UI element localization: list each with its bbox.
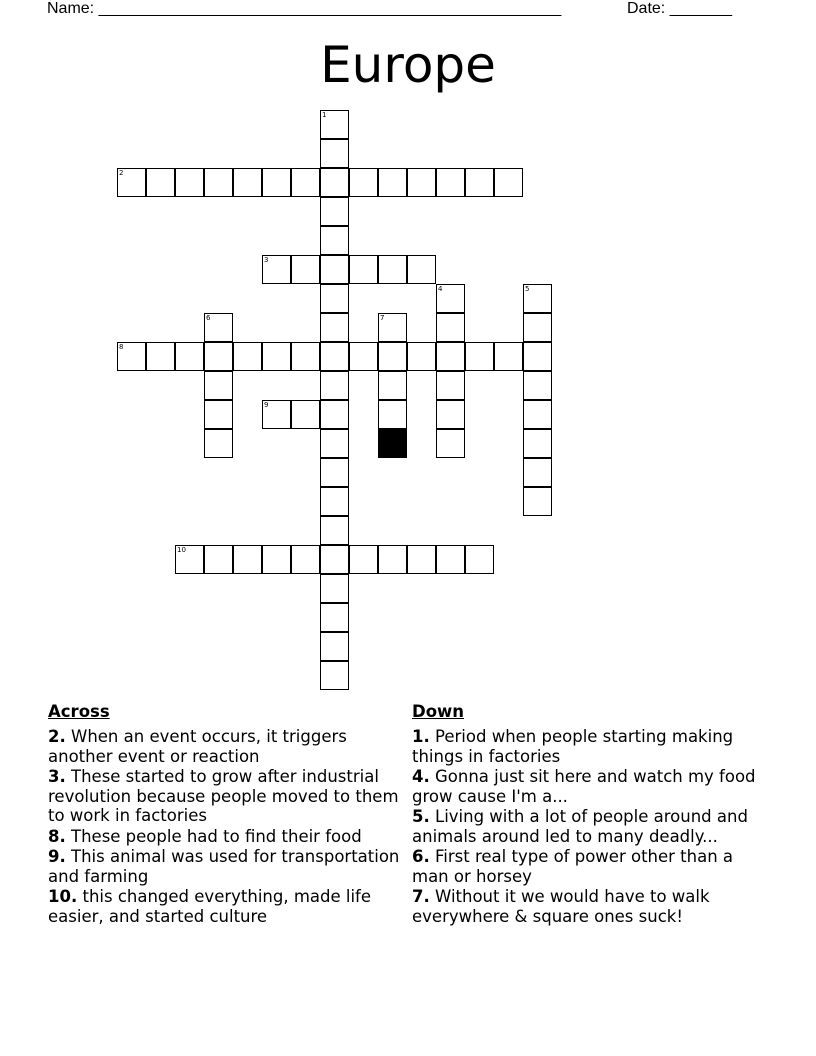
across-clue: 9. This animal was used for transportation and farming <box>48 847 400 886</box>
crossword-cell[interactable] <box>291 255 320 284</box>
crossword-cell[interactable] <box>262 342 291 371</box>
crossword-cell[interactable] <box>146 168 175 197</box>
date-line[interactable]: Date: _______ <box>627 0 732 17</box>
crossword-cell[interactable] <box>523 429 552 458</box>
crossword-cell[interactable] <box>523 400 552 429</box>
crossword-cell[interactable] <box>436 168 465 197</box>
crossword-cell[interactable] <box>320 197 349 226</box>
crossword-cell[interactable] <box>349 545 378 574</box>
down-clue: 6. First real type of power other than a man or horsey <box>412 847 734 886</box>
crossword-cell[interactable] <box>320 110 349 139</box>
clue-number-label: 10 <box>177 546 186 554</box>
crossword-cell[interactable] <box>320 400 349 429</box>
crossword-cell[interactable] <box>407 342 436 371</box>
across-clue: 2. When an event occurs, it triggers another event or reaction <box>48 727 347 766</box>
crossword-cell[interactable] <box>320 545 349 574</box>
crossword-cell[interactable] <box>175 168 204 197</box>
crossword-cell[interactable] <box>320 661 349 690</box>
crossword-cell[interactable] <box>175 545 204 574</box>
crossword-cell[interactable] <box>465 342 494 371</box>
crossword-cell[interactable] <box>262 545 291 574</box>
crossword-black-cell <box>378 429 407 458</box>
down-clue: 4. Gonna just sit here and watch my food grow cause I'm a... <box>412 767 756 806</box>
crossword-cell[interactable] <box>291 545 320 574</box>
down-clues <box>412 702 762 927</box>
crossword-cell[interactable] <box>349 168 378 197</box>
crossword-cell[interactable] <box>233 545 262 574</box>
crossword-cell[interactable] <box>378 255 407 284</box>
crossword-cell[interactable] <box>320 313 349 342</box>
crossword-cell[interactable] <box>204 545 233 574</box>
crossword-cell[interactable] <box>320 139 349 168</box>
crossword-cell[interactable] <box>378 313 407 342</box>
clue-number-label: 3 <box>264 256 269 264</box>
crossword-cell[interactable] <box>465 168 494 197</box>
across-clue: 10. this changed everything, made life easier, and started culture <box>48 887 372 926</box>
crossword-cell[interactable] <box>175 342 204 371</box>
crossword-cell[interactable] <box>291 168 320 197</box>
crossword-cell[interactable] <box>320 429 349 458</box>
crossword-cell[interactable] <box>262 255 291 284</box>
crossword-cell[interactable] <box>233 168 262 197</box>
clue-number-label: 4 <box>438 285 443 293</box>
crossword-cell[interactable] <box>117 168 146 197</box>
crossword-cell[interactable] <box>291 400 320 429</box>
crossword-cell[interactable] <box>523 284 552 313</box>
across-clue: 8. These people had to find their food <box>48 826 362 846</box>
crossword-cell[interactable] <box>320 603 349 632</box>
crossword-cell[interactable] <box>320 342 349 371</box>
crossword-cell[interactable] <box>436 429 465 458</box>
across-list <box>48 727 408 926</box>
crossword-cell[interactable] <box>320 168 349 197</box>
crossword-cell[interactable] <box>320 516 349 545</box>
crossword-cell[interactable] <box>494 168 523 197</box>
crossword-cell[interactable] <box>291 342 320 371</box>
crossword-cell[interactable] <box>320 226 349 255</box>
crossword-cell[interactable] <box>407 255 436 284</box>
crossword-cell[interactable] <box>523 313 552 342</box>
crossword-cell[interactable] <box>436 371 465 400</box>
down-list <box>412 727 762 926</box>
crossword-cell[interactable] <box>436 313 465 342</box>
crossword-cell[interactable] <box>204 342 233 371</box>
crossword-cell[interactable] <box>436 545 465 574</box>
down-heading: Down <box>412 702 465 721</box>
crossword-cell[interactable] <box>349 255 378 284</box>
crossword-cell[interactable] <box>407 168 436 197</box>
crossword-cell[interactable] <box>204 400 233 429</box>
crossword-cell[interactable] <box>204 168 233 197</box>
down-clue: 7. Without it we would have to walk everywhere & square ones suck! <box>412 887 710 926</box>
across-clues <box>48 702 408 927</box>
crossword-cell[interactable] <box>378 342 407 371</box>
crossword-cell[interactable] <box>262 400 291 429</box>
clue-number-label: 7 <box>380 314 385 322</box>
crossword-cell[interactable] <box>320 371 349 400</box>
crossword-cell[interactable] <box>320 458 349 487</box>
page-title: Europe <box>320 36 496 94</box>
clue-number-label: 6 <box>206 314 211 322</box>
crossword-cell[interactable] <box>523 487 552 516</box>
clue-number-label: 2 <box>119 169 124 177</box>
crossword-cell[interactable] <box>233 342 262 371</box>
clue-number-label: 5 <box>525 285 530 293</box>
crossword-cell[interactable] <box>436 400 465 429</box>
crossword-cell[interactable] <box>320 632 349 661</box>
across-clue: 3. These started to grow after industrial revolution because people moved to them to work in factories <box>48 767 399 825</box>
crossword-cell[interactable] <box>523 371 552 400</box>
crossword-cell[interactable] <box>465 545 494 574</box>
crossword-cell[interactable] <box>204 429 233 458</box>
clue-number-label: 8 <box>119 343 124 351</box>
down-clue: 1. Period when people starting making things in factories <box>412 727 734 766</box>
down-clue: 5. Living with a lot of people around and animals around led to many deadly... <box>412 807 748 846</box>
crossword-cell[interactable] <box>146 342 175 371</box>
crossword-cell[interactable] <box>262 168 291 197</box>
clue-number-label: 9 <box>264 401 269 409</box>
crossword-cell[interactable] <box>320 284 349 313</box>
crossword-cell[interactable] <box>204 313 233 342</box>
crossword-cell[interactable] <box>204 371 233 400</box>
crossword-cell[interactable] <box>320 255 349 284</box>
crossword-cell[interactable] <box>494 342 523 371</box>
crossword-cell[interactable] <box>378 168 407 197</box>
clue-number-label: 1 <box>322 111 327 119</box>
name-line[interactable]: Name: ____________________________________________________ <box>47 0 562 17</box>
crossword-cell[interactable] <box>436 342 465 371</box>
crossword-cell[interactable] <box>378 545 407 574</box>
name-date-header <box>47 0 747 20</box>
crossword-cell[interactable] <box>523 342 552 371</box>
crossword-cell[interactable] <box>436 284 465 313</box>
crossword-cell[interactable] <box>349 342 378 371</box>
crossword-cell[interactable] <box>117 342 146 371</box>
crossword-cell[interactable] <box>320 487 349 516</box>
crossword-cell[interactable] <box>320 574 349 603</box>
crossword-cell[interactable] <box>378 371 407 400</box>
crossword-cell[interactable] <box>523 458 552 487</box>
across-heading: Across <box>48 702 110 721</box>
crossword-cell[interactable] <box>407 545 436 574</box>
crossword-cell[interactable] <box>378 400 407 429</box>
